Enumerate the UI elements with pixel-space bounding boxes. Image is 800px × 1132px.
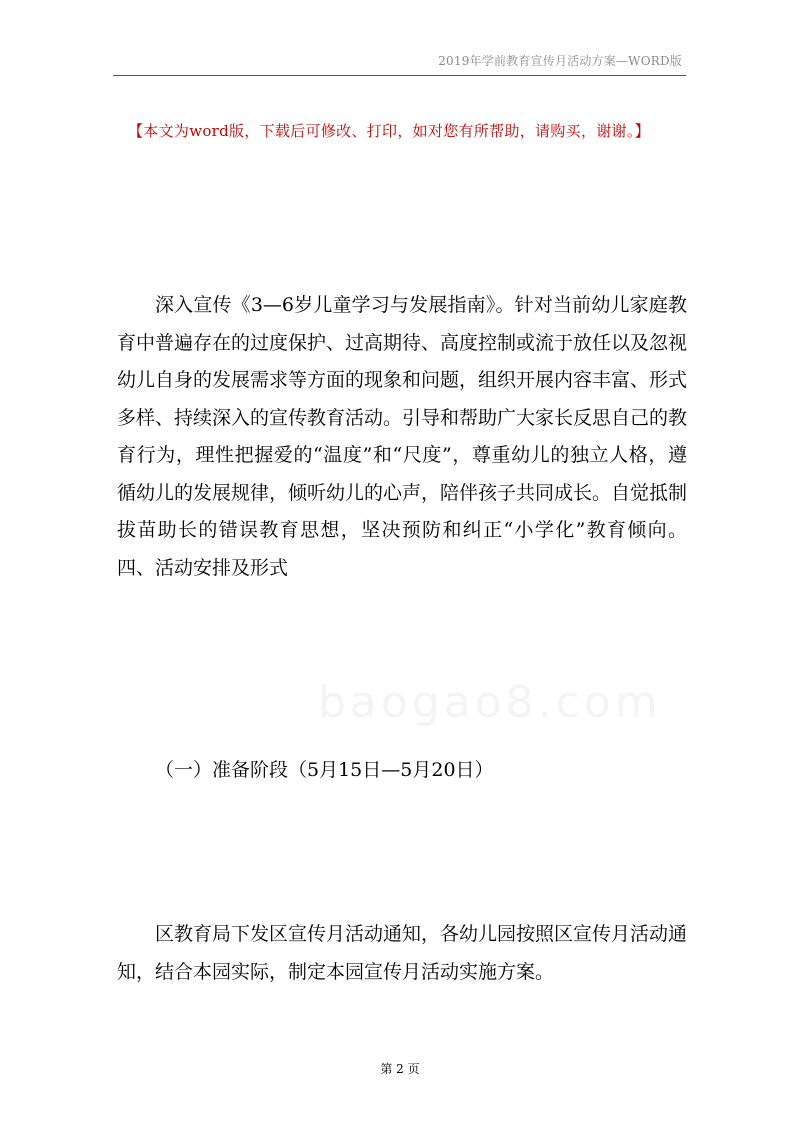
section-heading-preparation: （一）准备阶段（5月15日—5月20日） <box>155 759 494 781</box>
watermark: baogao8.com <box>318 677 662 728</box>
header-rule <box>113 75 686 76</box>
header-title: 2019年学前教育宣传月活动方案—WORD版 <box>438 54 682 68</box>
body-paragraph-2: 区教育局下发区宣传月活动通知，各幼儿园按照区宣传月活动通知，结合本园实际，制定本园宣传月活动实施方案。 <box>117 923 688 983</box>
body-paragraph-1: 深入宣传《3—6岁儿童学习与发展指南》。针对当前幼儿家庭教育中普遍存在的过度保护、过高期待、高度控制或流于放任以及忽视幼儿自身的发展需求等方面的现象和问题，组织开展内容丰富、形式多样、持续深入的宣传教育活动。引导和帮助广大家长反思自己的教育行为，理性把握爱的“温度”和“尺度”，尊重幼儿的独立人格，遵循幼儿的发展规律，倾听幼儿的心声，陪伴孩子共同成长。自觉抵制拔苗助长的错误教育思想，坚决预防和纠正“小学化”教育倾向。四、活动安排及形式 <box>117 294 688 579</box>
download-notice: 【本文为word版，下载后可修改、打印，如对您有所帮助，请购买，谢谢。】 <box>128 122 650 140</box>
page-number: 第 2 页 <box>380 1062 420 1076</box>
